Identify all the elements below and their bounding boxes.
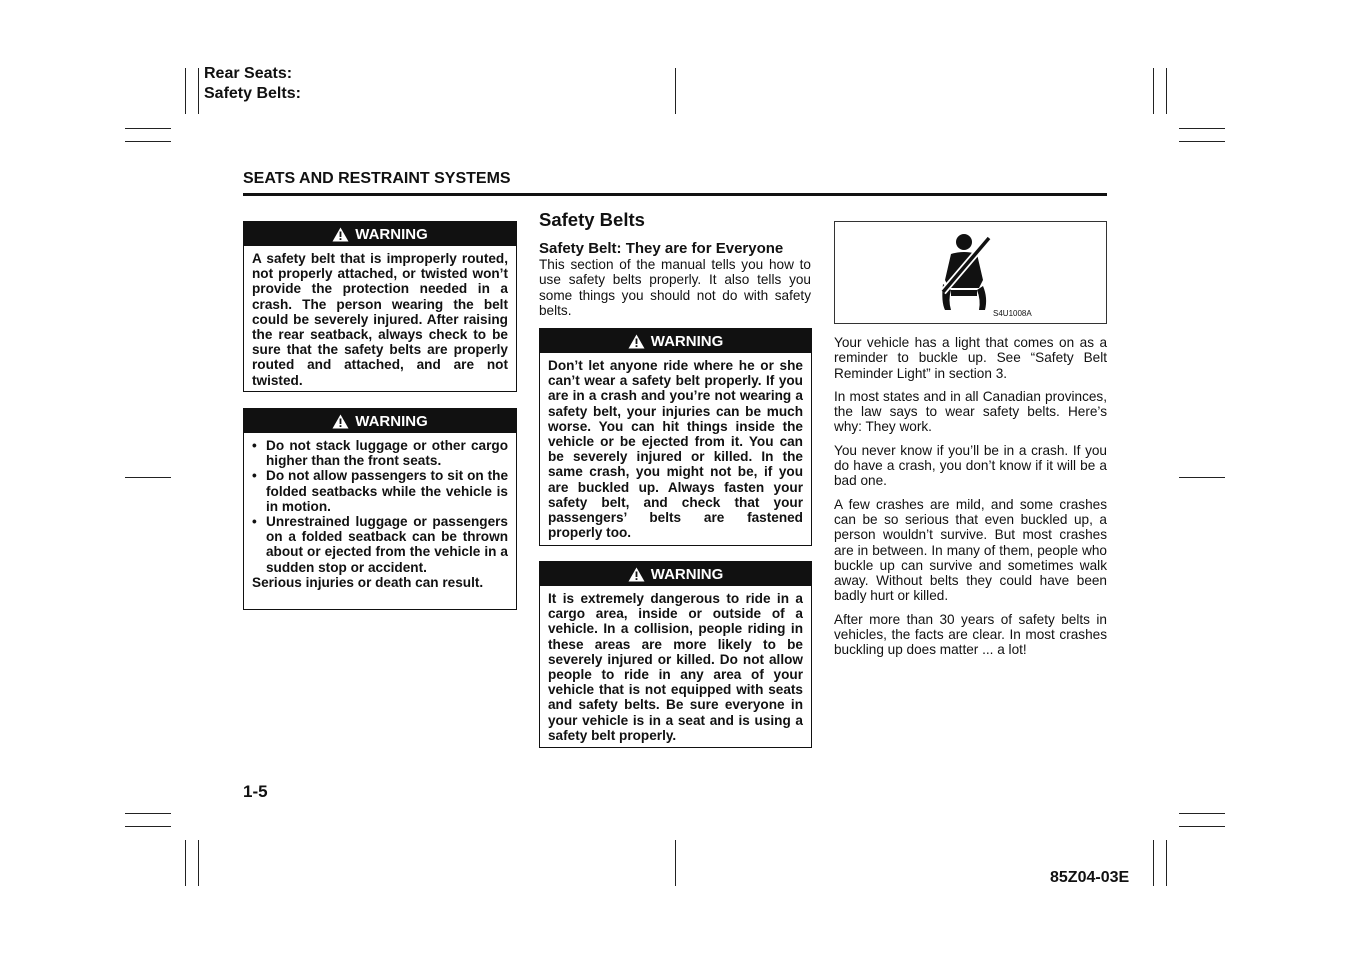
intro-paragraph: This section of the manual tells you how to use safety belts properly. It also tells you some things you should not do with safety belts. [539,257,811,318]
warning-box-2 [243,408,517,610]
seatbelt-reminder-icon [933,232,993,314]
paragraph: Your vehicle has a light that comes on as a reminder to buckle up. See “Safety Belt Reminder Light” in section 3. [834,335,1107,381]
warning-text: Don’t let anyone ride where he or she can’t wear a safety belt properly. If you are in a crash and you’re not wearing a safety belt, your injuries can be much worse. You can hit things inside the vehicle or be ejected from it. You can be severely injured or killed. In the same crash, you might not be, if you are buckled up. Always fasten your safety belt, and check that your passengers’ belts are fastened properly too. [548,358,803,541]
warning-triangle-icon [628,334,645,349]
header-line-2: Safety Belts: [204,85,301,102]
warning-text: A safety belt that is improperly routed, not properly attached, or twisted won’t provide the protection needed in a crash. The person wearing the belt could be severely injured. After raising the rear seatback, always check to be sure that the safety belts are properly routed and attached, and are not twisted. [252,251,508,388]
warning-label: WARNING [650,332,724,350]
warning-triangle-icon [332,227,349,242]
warning-header [540,562,811,586]
list-item: • Unrestrained luggage or passengers on a folded seatback can be thrown about or ejected from the vehicle in a sudden stop or accident. [252,514,508,575]
warning-label: WARNING [355,412,428,430]
section-rule [243,193,1107,196]
list-item: • Do not allow passengers to sit on the folded seatbacks while the vehicle is in motion. [252,468,508,514]
sub-heading: Safety Belt: They are for Everyone [539,240,784,257]
warning-header [244,222,516,246]
warning-header [540,329,811,353]
document-code: 85Z04-03E [1050,869,1130,886]
warning-list [252,438,508,575]
warning-triangle-icon [628,567,645,582]
warning-label: WARNING [650,565,724,583]
warning-text: It is extremely dangerous to ride in a cargo area, inside or outside of a vehicle. In a collision, people riding in these areas are more likely to be severely injured or killed. Do not allow people to ride in any area of your vehicle that is not equipped with seats and safety belts. Be sure everyone in your vehicle is in a seat and is using a safety belt properly. [548,591,803,743]
header-line-1: Rear Seats: [204,65,293,82]
warning-text [244,433,516,596]
seatbelt-figure [834,221,1107,324]
warning-triangle-icon [332,414,349,429]
warning-box-3 [539,328,812,546]
list-item: • Do not stack luggage or other cargo higher than the front seats. [252,438,508,468]
right-column [834,335,1107,666]
main-heading: Safety Belts [539,209,645,230]
warning-box-1 [243,221,517,392]
warning-box-4 [539,561,812,748]
paragraph: A few crashes are mild, and some crashes can be so serious that even buckled up, a person wouldn’t survive. But most crashes are in between. In many of them, people who buckle up can survive and sometimes walk away. Without belts they could have been badly hurt or killed. [834,496,1107,604]
header-labels [204,64,301,104]
section-title: SEATS AND RESTRAINT SYSTEMS [243,170,511,187]
warning-label: WARNING [355,225,428,243]
figure-code: S4U1008A [993,309,1032,318]
warning-header [244,409,516,433]
page-number: 1-5 [243,782,268,801]
warning-footer: Serious injuries or death can result. [252,574,484,590]
paragraph: You never know if you’ll be in a crash. If you do have a crash, you don’t know if it will be a bad one. [834,442,1107,489]
paragraph: After more than 30 years of safety belts in vehicles, the facts are clear. In most crashes buckling up does matter ... a lot! [834,611,1107,658]
paragraph: In most states and in all Canadian provinces, the law says to wear safety belts. Here’s why: They work. [834,388,1107,435]
